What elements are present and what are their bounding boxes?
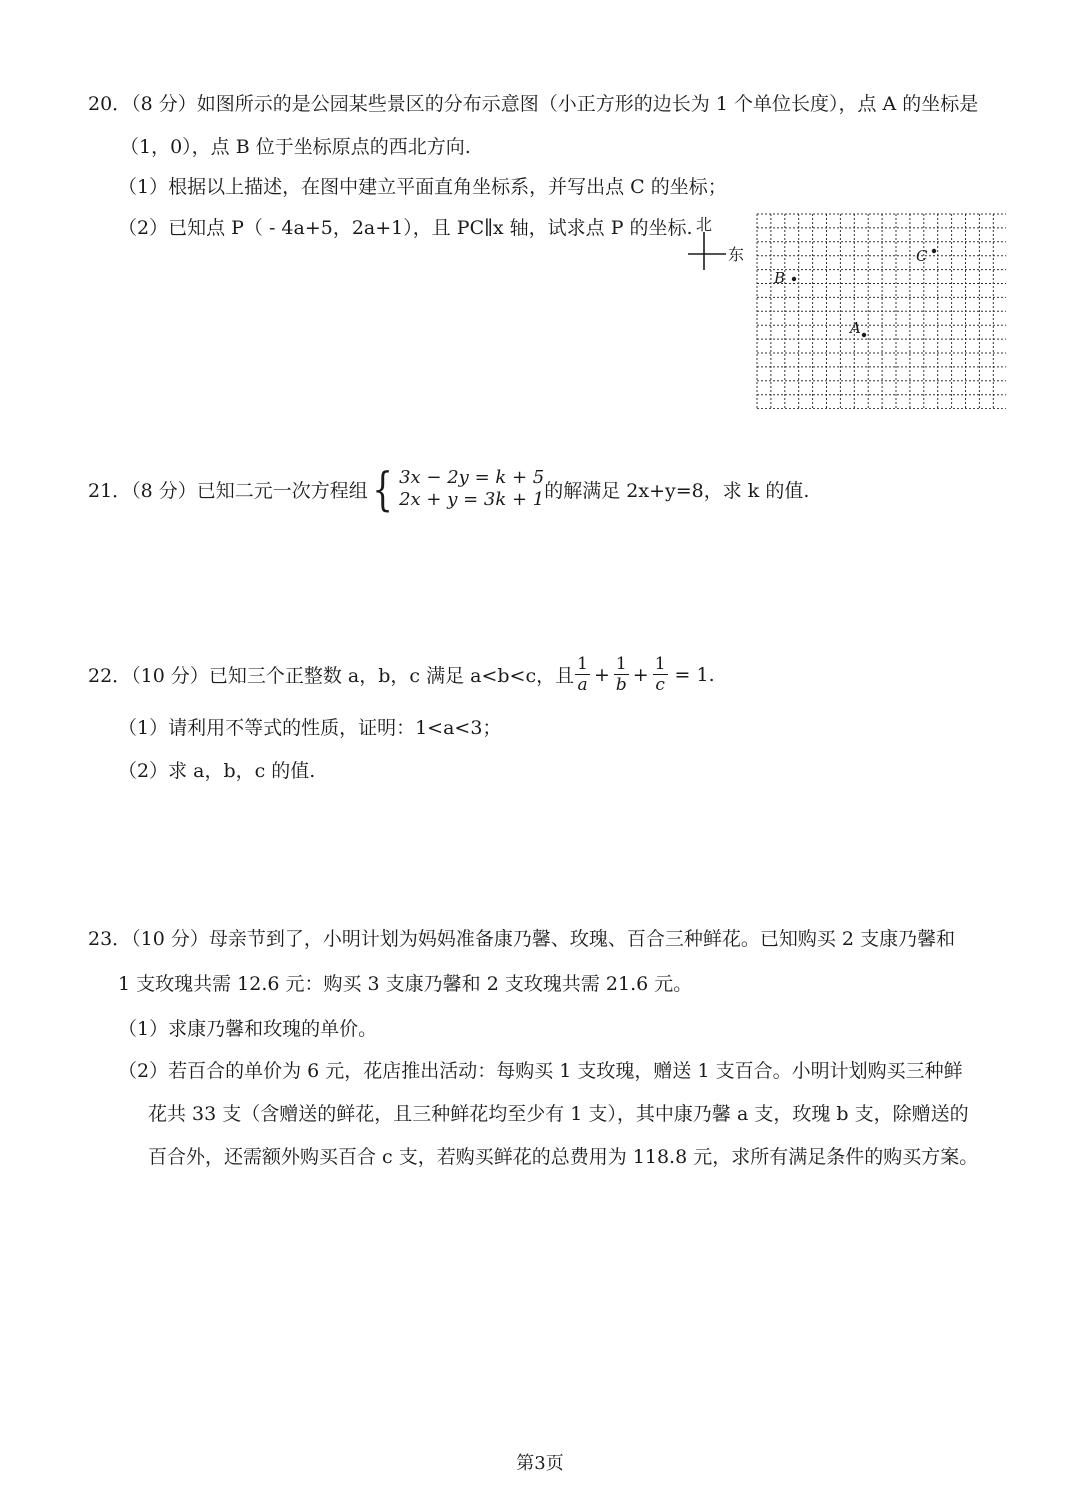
point-a-dot <box>862 333 866 337</box>
q22-suffix: = 1. <box>674 663 715 686</box>
q21-suffix: 的解满足 2x+y=8，求 k 的值. <box>544 479 810 502</box>
q20-part1: （1）根据以上描述，在图中建立平面直角坐标系，并写出点 C 的坐标； <box>118 176 727 198</box>
q21-line <box>88 462 810 516</box>
q23-part2-line1: （2）若百合的单价为 6 元，花店推出活动：每购买 1 支玫瑰，赠送 1 支百合。小明计划购买三种鲜 <box>118 1060 963 1082</box>
fraction-1-over-a <box>575 654 590 695</box>
point-b-label: B <box>774 269 786 287</box>
q23-part1: （1）求康乃馨和玫瑰的单价。 <box>118 1018 378 1040</box>
compass-north-label: 北 <box>696 215 713 234</box>
fraction-2-denominator: b <box>615 675 627 695</box>
q23-part2-line2: 花共 33 支（含赠送的鲜花，且三种鲜花均至少有 1 支），其中康乃馨 a 支，玫瑰 b 支，除赠送的 <box>148 1103 969 1125</box>
point-b-dot <box>792 277 796 281</box>
q23-part2-line3: 百合外，还需额外购买百合 c 支，若购买鲜花的总费用为 118.8 元，求所有满足条件的购买方案。 <box>148 1146 979 1168</box>
system-brace: { <box>372 462 393 516</box>
q22-prefix: 22．（10 分）已知三个正整数 a，b，c 满足 a<b<c，且 <box>88 665 575 687</box>
page-number: 第3页 <box>516 1453 564 1474</box>
compass-east-label: 东 <box>728 245 745 264</box>
grid-lines <box>757 214 1006 409</box>
q21-prefix: 21．（8 分）已知二元一次方程组 <box>88 479 368 502</box>
q22-part1: （1）请利用不等式的性质，证明：1<a<3； <box>118 717 502 739</box>
q21-equation-2: 2x + y = 3k + 1 <box>399 489 545 510</box>
fraction-1-over-c <box>653 654 668 695</box>
point-c-dot <box>932 249 936 253</box>
equation-system <box>399 467 544 511</box>
point-a-label: A <box>850 319 861 337</box>
q23-line1: 23．（10 分）母亲节到了，小明计划为妈妈准备康乃馨、玫瑰、百合三种鲜花。已知购买 2 支康乃馨和 <box>88 928 956 950</box>
q21-equation-1: 3x − 2y = k + 5 <box>399 467 545 488</box>
point-c-label: C <box>916 247 928 265</box>
fraction-2-numerator: 1 <box>615 654 627 674</box>
fraction-3-denominator: c <box>655 675 665 695</box>
fraction-3-numerator: 1 <box>654 654 666 674</box>
q20-line1: 20．（8 分）如图所示的是公园某些景区的分布示意图（小正方形的边长为 1 个单位长度），点 A 的坐标是 <box>88 93 979 115</box>
q22-line <box>88 654 715 695</box>
park-grid-figure <box>756 213 1006 409</box>
q20-line2: （1，0），点 B 位于坐标原点的西北方向. <box>120 136 471 158</box>
q23-line2: 1 支玫瑰共需 12.6 元：购买 3 支康乃馨和 2 支玫瑰共需 21.6 元。 <box>118 973 693 995</box>
fraction-1-denominator: a <box>577 675 588 695</box>
compass-figure <box>688 212 748 272</box>
fraction-1-numerator: 1 <box>577 654 588 674</box>
q22-part2: （2）求 a，b，c 的值. <box>118 760 316 782</box>
fraction-1-over-b <box>614 654 629 695</box>
plus-sign-2: + <box>632 663 649 686</box>
plus-sign-1: + <box>593 663 610 686</box>
q20-part2: （2）已知点 P（ - 4a+5，2a+1），且 PC∥x 轴，试求点 P 的坐标. <box>118 217 693 239</box>
